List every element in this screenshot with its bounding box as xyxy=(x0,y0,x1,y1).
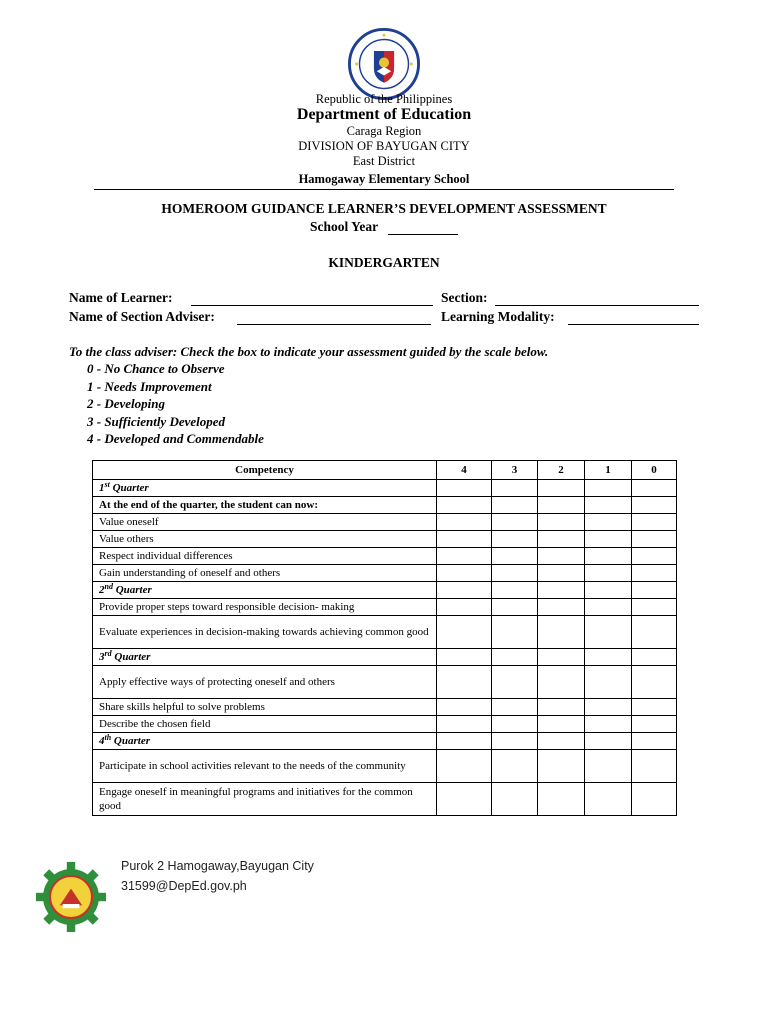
score-checkbox-cell[interactable] xyxy=(492,599,538,616)
quarter-suffix: th xyxy=(104,733,112,742)
score-checkbox-cell[interactable] xyxy=(585,666,632,699)
score-header-4: 4 xyxy=(437,461,492,480)
quarter-label xyxy=(93,480,437,497)
republic-label: Republic of the Philippines xyxy=(315,92,453,106)
quarter-row xyxy=(93,480,677,497)
score-checkbox-cell[interactable] xyxy=(538,616,585,649)
competency-header: Competency xyxy=(93,461,437,480)
learner-label: Name of Learner: xyxy=(69,290,173,305)
form-title: HOMEROOM GUIDANCE LEARNER’S DEVELOPMENT ASSESSMENT xyxy=(161,201,607,216)
score-checkbox-cell[interactable] xyxy=(437,699,492,716)
department-name: Department of Education xyxy=(296,106,472,123)
scale-item-2: 2 - Developing xyxy=(87,396,165,411)
score-checkbox-cell[interactable] xyxy=(585,548,632,565)
score-checkbox-cell[interactable] xyxy=(585,480,632,497)
quarter-number: 1 xyxy=(99,482,105,494)
score-checkbox-cell[interactable] xyxy=(437,649,492,666)
score-checkbox-cell[interactable] xyxy=(437,480,492,497)
scale-item-1: 1 - Needs Improvement xyxy=(87,379,212,394)
score-checkbox-cell[interactable] xyxy=(437,666,492,699)
score-checkbox-cell[interactable] xyxy=(492,514,538,531)
score-checkbox-cell[interactable] xyxy=(538,565,585,582)
score-header-2: 2 xyxy=(538,461,585,480)
quarter-row xyxy=(93,733,677,750)
score-checkbox-cell[interactable] xyxy=(538,750,585,783)
quarter-number: 2 xyxy=(99,584,105,596)
score-checkbox-cell[interactable] xyxy=(538,480,585,497)
score-checkbox-cell[interactable] xyxy=(585,716,632,733)
scale-item-0: 0 - No Chance to Observe xyxy=(87,361,225,376)
section-blank[interactable] xyxy=(495,291,699,306)
score-checkbox-cell[interactable] xyxy=(538,733,585,750)
score-checkbox-cell[interactable] xyxy=(632,733,677,750)
competency-cell: Evaluate experiences in decision-making towards achieving common good xyxy=(93,616,437,649)
score-checkbox-cell[interactable] xyxy=(632,548,677,565)
competency-cell: Describe the chosen field xyxy=(93,716,437,733)
score-checkbox-cell[interactable] xyxy=(632,783,677,816)
table-row xyxy=(93,616,677,649)
score-checkbox-cell[interactable] xyxy=(632,599,677,616)
score-checkbox-cell[interactable] xyxy=(632,699,677,716)
quarter-word: Quarter xyxy=(115,584,152,596)
competency-cell: Respect individual differences xyxy=(93,548,437,565)
footer-address: Purok 2 Hamogaway,Bayugan City xyxy=(121,859,314,873)
score-checkbox-cell[interactable] xyxy=(492,548,538,565)
score-checkbox-cell[interactable] xyxy=(492,716,538,733)
score-checkbox-cell[interactable] xyxy=(437,548,492,565)
scale-item-3: 3 - Sufficiently Developed xyxy=(87,414,226,429)
school-logo-icon xyxy=(36,862,106,932)
score-checkbox-cell[interactable] xyxy=(538,666,585,699)
score-checkbox-cell[interactable] xyxy=(585,582,632,599)
region-label: Caraga Region xyxy=(346,124,422,138)
score-checkbox-cell[interactable] xyxy=(492,750,538,783)
school-year-blank[interactable] xyxy=(388,220,458,235)
quarter-number: 4 xyxy=(99,735,105,747)
table-header-row xyxy=(93,461,677,480)
score-checkbox-cell[interactable] xyxy=(632,531,677,548)
competency-cell: Engage oneself in meaningful programs and initiatives for the common good xyxy=(93,783,437,816)
score-checkbox-cell[interactable] xyxy=(632,649,677,666)
score-checkbox-cell[interactable] xyxy=(585,497,632,514)
score-checkbox-cell[interactable] xyxy=(538,548,585,565)
quarter-label xyxy=(93,649,437,666)
score-checkbox-cell[interactable] xyxy=(585,733,632,750)
score-checkbox-cell[interactable] xyxy=(492,582,538,599)
assessment-table xyxy=(92,460,677,816)
competency-cell: Gain understanding of oneself and others xyxy=(93,565,437,582)
quarter-number: 3 xyxy=(99,651,105,663)
score-checkbox-cell[interactable] xyxy=(585,649,632,666)
scale-item-4: 4 - Developed and Commendable xyxy=(87,431,264,446)
table-row xyxy=(93,783,677,816)
score-checkbox-cell[interactable] xyxy=(585,616,632,649)
score-checkbox-cell[interactable] xyxy=(492,480,538,497)
score-checkbox-cell[interactable] xyxy=(437,565,492,582)
competency-cell: Share skills helpful to solve problems xyxy=(93,699,437,716)
table-row xyxy=(93,666,677,699)
quarter-word: Quarter xyxy=(114,651,151,663)
score-checkbox-cell[interactable] xyxy=(585,750,632,783)
competency-cell: Value oneself xyxy=(93,514,437,531)
learner-blank[interactable] xyxy=(191,291,433,306)
score-checkbox-cell[interactable] xyxy=(437,733,492,750)
table-row xyxy=(93,750,677,783)
quarter-row xyxy=(93,582,677,599)
quarter-word: Quarter xyxy=(112,482,149,494)
quarter-suffix: rd xyxy=(104,649,112,658)
score-checkbox-cell[interactable] xyxy=(492,497,538,514)
score-checkbox-cell[interactable] xyxy=(492,733,538,750)
score-checkbox-cell[interactable] xyxy=(585,599,632,616)
school-year-label: School Year xyxy=(310,219,379,234)
score-checkbox-cell[interactable] xyxy=(492,649,538,666)
score-checkbox-cell[interactable] xyxy=(538,514,585,531)
table-row xyxy=(93,599,677,616)
score-checkbox-cell[interactable] xyxy=(437,531,492,548)
quarter-word: Quarter xyxy=(113,735,150,747)
score-checkbox-cell[interactable] xyxy=(632,497,677,514)
score-checkbox-cell[interactable] xyxy=(585,565,632,582)
grade-level: KINDERGARTEN xyxy=(328,255,440,270)
score-checkbox-cell[interactable] xyxy=(632,480,677,497)
score-checkbox-cell[interactable] xyxy=(585,531,632,548)
score-checkbox-cell[interactable] xyxy=(538,649,585,666)
score-checkbox-cell[interactable] xyxy=(437,514,492,531)
adviser-instructions: To the class adviser: Check the box to indicate your assessment guided by the scale below. xyxy=(69,344,549,359)
score-checkbox-cell[interactable] xyxy=(492,666,538,699)
section-label: Section: xyxy=(441,290,488,305)
quarter-label xyxy=(93,733,437,750)
score-checkbox-cell[interactable] xyxy=(492,616,538,649)
score-checkbox-cell[interactable] xyxy=(632,750,677,783)
table-row xyxy=(93,699,677,716)
table-row xyxy=(93,531,677,548)
score-checkbox-cell[interactable] xyxy=(492,565,538,582)
division-label: DIVISION OF BAYUGAN CITY xyxy=(298,139,470,153)
score-checkbox-cell[interactable] xyxy=(585,514,632,531)
adviser-blank[interactable] xyxy=(237,310,431,325)
competency-cell: At the end of the quarter, the student can now: xyxy=(93,497,437,514)
score-header-0: 0 xyxy=(632,461,677,480)
table-row xyxy=(93,514,677,531)
score-checkbox-cell[interactable] xyxy=(492,699,538,716)
score-checkbox-cell[interactable] xyxy=(492,783,538,816)
table-row xyxy=(93,565,677,582)
score-checkbox-cell[interactable] xyxy=(437,582,492,599)
adviser-label: Name of Section Adviser: xyxy=(69,309,215,324)
score-checkbox-cell[interactable] xyxy=(538,716,585,733)
score-checkbox-cell[interactable] xyxy=(585,699,632,716)
deped-seal-icon xyxy=(348,28,420,100)
score-checkbox-cell[interactable] xyxy=(437,599,492,616)
score-checkbox-cell[interactable] xyxy=(437,497,492,514)
score-checkbox-cell[interactable] xyxy=(437,716,492,733)
score-checkbox-cell[interactable] xyxy=(437,750,492,783)
score-checkbox-cell[interactable] xyxy=(538,599,585,616)
score-checkbox-cell[interactable] xyxy=(632,582,677,599)
score-checkbox-cell[interactable] xyxy=(585,783,632,816)
quarter-suffix: st xyxy=(104,480,110,489)
score-header-3: 3 xyxy=(492,461,538,480)
score-checkbox-cell[interactable] xyxy=(437,616,492,649)
quarter-label xyxy=(93,582,437,599)
table-row xyxy=(93,548,677,565)
district-label: East District xyxy=(352,154,416,168)
score-checkbox-cell[interactable] xyxy=(632,514,677,531)
modality-blank[interactable] xyxy=(568,310,699,325)
score-checkbox-cell[interactable] xyxy=(632,716,677,733)
quarter-suffix: nd xyxy=(104,582,113,591)
footer-email: 31599@DepEd.gov.ph xyxy=(121,879,247,893)
school-name: Hamogaway Elementary School xyxy=(298,172,470,186)
score-checkbox-cell[interactable] xyxy=(632,666,677,699)
score-checkbox-cell[interactable] xyxy=(632,565,677,582)
table-row xyxy=(93,497,677,514)
competency-cell: Provide proper steps toward responsible decision- making xyxy=(93,599,437,616)
header-divider xyxy=(94,189,674,190)
table-row xyxy=(93,716,677,733)
competency-cell: Apply effective ways of protecting oneself and others xyxy=(93,666,437,699)
score-header-1: 1 xyxy=(585,461,632,480)
score-checkbox-cell[interactable] xyxy=(538,497,585,514)
score-checkbox-cell[interactable] xyxy=(538,531,585,548)
score-checkbox-cell[interactable] xyxy=(538,582,585,599)
score-checkbox-cell[interactable] xyxy=(492,531,538,548)
score-checkbox-cell[interactable] xyxy=(538,699,585,716)
quarter-row xyxy=(93,649,677,666)
modality-label: Learning Modality: xyxy=(441,309,555,324)
score-checkbox-cell[interactable] xyxy=(437,783,492,816)
competency-cell: Participate in school activities relevant to the needs of the community xyxy=(93,750,437,783)
competency-cell: Value others xyxy=(93,531,437,548)
score-checkbox-cell[interactable] xyxy=(538,783,585,816)
score-checkbox-cell[interactable] xyxy=(632,616,677,649)
